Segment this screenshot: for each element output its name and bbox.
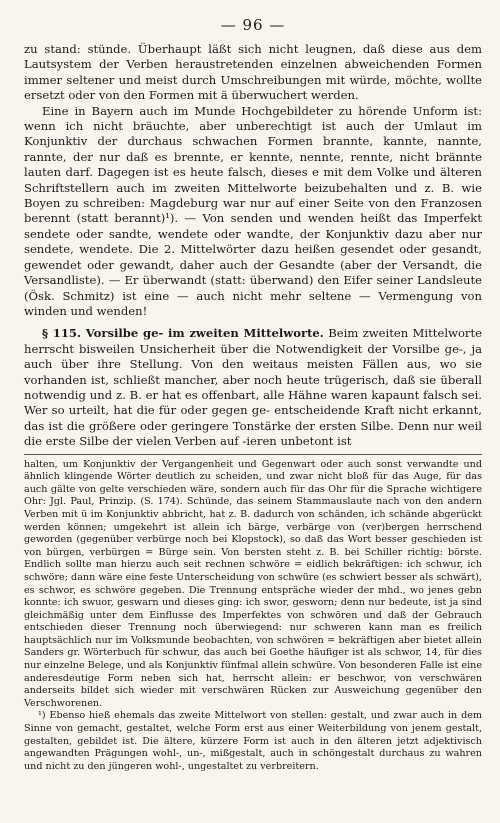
paragraph-1: zu stand: stünde. Überhaupt läßt sich nicht leugnen, daß diese aus dem Lautsystem der Verben heraustretenden einzelnen abweichenden Formen immer seltener und meist durch Umschreibungen mit würde, möchte, wollte ersetzt oder von den Formen mit ä überwuchert werden.	[24, 42, 482, 103]
footnote-continued: halten, um Konjunktiv der Vergangenheit und Gegenwart oder auch sonst verwandte und ähnlich klingende Wörter deutlich zu scheiden, und zwar nicht bloß für das Auge, für das auch gälte von gelte verschieden wäre, sondern auch für das Ohr für die Sprache wichtigere Ohr: Jgl. Paul, Prinzip. (S. 174). Schünde, das seinem Stammauslaute nach von den andern Verben mit ü im Konjunktiv abbricht, hat z. B. dadurch von schänden, ich schände abgerückt werden können; umgekehrt ist allein ich bärge, verbärge von (ver)bergen herrschend geworden (gegenüber verbürge noch bei Klopstock), so daß das Wort besser geschieden ist von bürgen, verbürgen = Bürge sein. Von bersten steht z. B. bei Schiller richtig: börste. Endlich sollte man hierzu auch seit rechnen schwöre = eidlich bekräftigen: ich schwur, ich schwöre; dann wäre eine feste Unterscheidung von schwüre (es schwiert besser als schwärt), es schwor, es schwöre gegeben. Die Trennung entspräche wieder der mhd., wo jenes gebn konnte: ich swuor, geswarn und dieses ging: ich swor, gesworn; denn nur bedeute, ist ja sind gleichmäßig unter dem Einflusse des Imperfektes von schwören und daß der Gebrauch entschieden dieser Trennung noch überwiegend: nur schweren kann man es freilich hauptsächlich nur im Volksmunde beobachten, von schwören = bekräftigen aber bietet allein Sanders gr. Wörterbuch für schwur, das auch bei Goethe häufiger ist als schwor, 14, für dies nur einzelne Belege, und als Konjunktiv fünfmal allein schwüre. Von besonderen Falle ist eine anderesdeutige Form neben sich hat, herrscht allein: er beschwor, von verschwären anderseits bildet sich wieder mit verschwären Rücken zur Ausweichung gegenüber den Verschworenen.	[24, 458, 482, 709]
paragraph-2: Eine in Bayern auch im Munde Hochgebildeter zu hörende Unform ist: wenn ich nicht bräuchte, aber unberechtigt ist auch der Umlaut im Konjunktiv der durchaus schwachen Formen brannte, kannte, nannte, rannte, der nur daß es brennte, er kennte, nennte, rennte, nicht brännte lauten darf. Dagegen ist es heute falsch, dieses e mit dem Volke und älteren Schriftstellern auch im zweiten Mittelworte beizubehalten und z. B. wie Boyen zu schreiben: Magdeburg war nur auf einer Seite von den Franzosen berennt (statt berannt)¹). — Von senden und wenden heißt das Imperfekt sendete oder sandte, wendete oder wandte, der Konjunktiv dazu aber nur sendete, wendete. Die 2. Mittelwörter dazu heißen gesendet oder gesandt, gewendet oder gewandt, daher auch der Gesandte (aber der Versandt, die Versandliste). — Er überwandt (statt: überwand) den Eifer seiner Landsleute (Ösk. Schmitz) ist eine — auch nicht mehr seltene — Vermengung von winden und wenden!	[24, 103, 482, 318]
footnote-divider	[24, 454, 482, 455]
section-heading: § 115. Vorsilbe ge- im zweiten Mittelworte.	[42, 326, 324, 341]
section-115	[24, 326, 482, 449]
footnote-1: ¹) Ebenso hieß ehemals das zweite Mittelwort von stellen: gestalt, und zwar auch in dem Sinne von gemacht, gestaltet, welche Form erst aus einer Weiterbildung von jenem gestalt, gestalten, gebildet ist. Die ältere, kürzere Form ist auch in den älteren jetzt adjektivisch angewandten Prägungen wohl-, un-, mißgestalt, auch in schöngestalt durchaus zu wahren und nicht zu den jüngeren wohl-, ungestaltet zu verbreitern.	[24, 710, 482, 772]
section-text: Beim zweiten Mittelworte herrscht bisweilen Unsicherheit über die Notwendigkeit der Vorsilbe ge-, ja auch über ihre Stellung. Von den weitaus meisten Fällen aus, wo sie vorhanden ist, schließt mancher, aber noch heute trügerisch, daß sie überall notwendig und z. B. er hat es offenbart, alle Hähne waren kapaunt falsch sei. Wer so urteilt, hat die für oder gegen ge- entscheidende Kraft nicht erkannt, das ist die größere oder geringere Tonstärke der ersten Silbe. Denn nur weil die erste Silbe der vielen Verben auf -ieren unbetont ist	[24, 326, 482, 449]
page-number: — 96 —	[220, 16, 286, 34]
